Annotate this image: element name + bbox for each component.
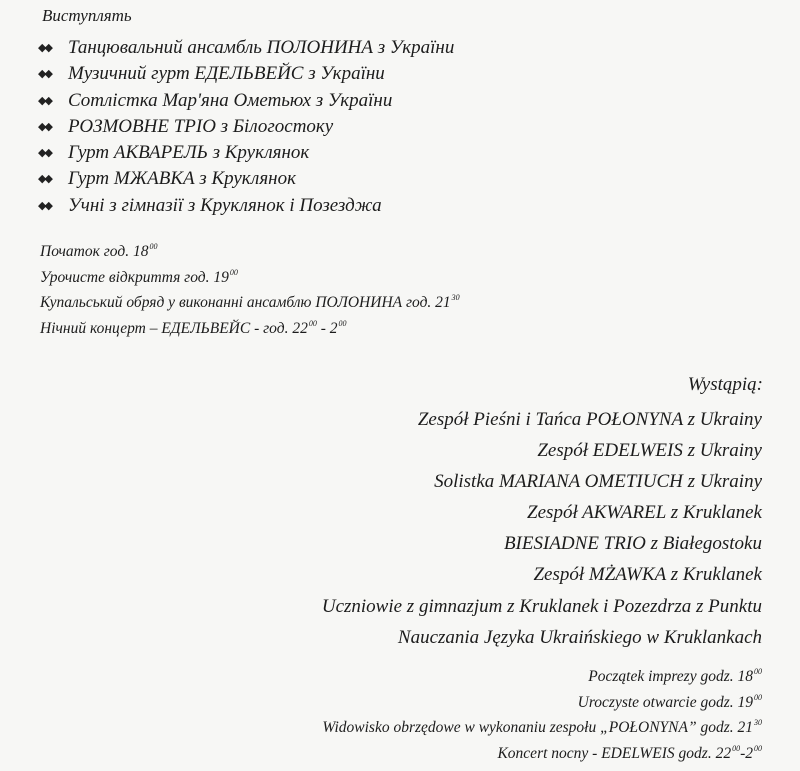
list-item: BIESIADNE TRIO z Białegostoku	[503, 533, 762, 555]
schedule-line	[40, 237, 460, 263]
list-item	[38, 166, 454, 192]
performer-name: Музичний гурт ЕДЕЛЬВЕЙС з України	[68, 63, 385, 85]
double-diamond-bullet-icon: ◆◆	[38, 42, 51, 54]
schedule-text: Нічний концерт – ЕДЕЛЬВЕЙС - год. 22	[40, 319, 308, 337]
schedule-line	[40, 288, 460, 314]
schedule-text: - 2	[316, 319, 338, 337]
polish-performers-list	[322, 404, 762, 653]
performer-name: Гурт МЖАВКА з Круклянок	[68, 168, 296, 190]
ukrainian-schedule	[40, 237, 460, 339]
list-item	[38, 61, 454, 87]
time-minutes: 00	[754, 743, 762, 753]
time-minutes: 00	[732, 743, 741, 753]
list-item: Solistka MARIANA OMETIUCH z Ukrainy	[434, 471, 762, 493]
double-diamond-bullet-icon: ◆◆	[38, 68, 51, 81]
performer-name: Танцювальний ансамбль ПОЛОНИНА з України	[68, 37, 455, 58]
list-item	[38, 193, 454, 219]
schedule-text: -2	[740, 744, 753, 762]
time-minutes: 00	[229, 267, 238, 277]
list-item: Zespół Pieśni i Tańca POŁONYNA z Ukrainy	[417, 409, 762, 430]
schedule-text: Widowisko obrzędowe w wykonaniu zespołu „POŁONYNA” godz. 21	[322, 719, 753, 736]
performer-name: РОЗМОВНЕ ТРІО з Білогостоку	[68, 115, 334, 137]
time-minutes: 00	[754, 692, 762, 702]
list-item	[38, 35, 454, 61]
schedule-line	[322, 662, 762, 688]
schedule-text: Купальський обряд у виконанні ансамблю ПОЛОНИНА год. 21	[40, 294, 451, 311]
time-minutes: 30	[451, 293, 460, 302]
double-diamond-bullet-icon: ◆◆	[38, 94, 51, 107]
ukrainian-heading: Виступлять	[42, 6, 132, 25]
time-minutes: 00	[754, 667, 762, 676]
list-item	[38, 114, 454, 140]
polish-heading: Wystąpią:	[687, 374, 763, 395]
list-item: Zespół EDELWEIS z Ukrainy	[537, 440, 762, 462]
time-minutes: 00	[338, 318, 347, 328]
schedule-text: Koncert nocny - EDELWEIS godz. 22	[497, 744, 732, 762]
list-item	[38, 88, 454, 114]
schedule-text: Урочисте відкриття год. 19	[40, 268, 229, 286]
schedule-line	[322, 713, 762, 739]
list-item: Nauczania Języka Ukraińskiego w Kruklankach	[397, 626, 762, 648]
list-item	[38, 140, 454, 166]
ukrainian-performers-list	[38, 35, 454, 219]
time-minutes: 00	[149, 242, 158, 251]
double-diamond-bullet-icon: ◆◆	[38, 173, 51, 186]
double-diamond-bullet-icon: ◆◆	[38, 199, 51, 212]
schedule-line	[322, 688, 762, 714]
schedule-line	[40, 263, 460, 289]
time-minutes: 30	[754, 718, 762, 727]
list-item: Uczniowie z gimnazjum z Kruklanek i Pozezdrza z Punktu	[321, 595, 762, 617]
schedule-line	[40, 314, 460, 340]
polish-schedule	[322, 662, 762, 764]
list-item: Zespół AKWAREL z Kruklanek	[527, 502, 762, 524]
performer-name: Гурт АКВАРЕЛЬ з Круклянок	[68, 142, 310, 164]
schedule-line	[322, 739, 762, 765]
performer-name: Учні з гімназії з Круклянок і Позезджа	[68, 194, 382, 216]
double-diamond-bullet-icon: ◆◆	[38, 147, 51, 160]
performer-name: Сотлістка Мар'яна Ометьюх з України	[68, 89, 393, 111]
double-diamond-bullet-icon: ◆◆	[38, 120, 51, 133]
schedule-text: Початок год. 18	[40, 243, 149, 260]
schedule-text: Początek imprezy godz. 18	[588, 668, 753, 685]
schedule-text: Uroczyste otwarcie godz. 19	[577, 693, 753, 711]
list-item: Zespół MŻAWKA z Kruklanek	[533, 564, 762, 586]
time-minutes: 00	[308, 318, 317, 328]
